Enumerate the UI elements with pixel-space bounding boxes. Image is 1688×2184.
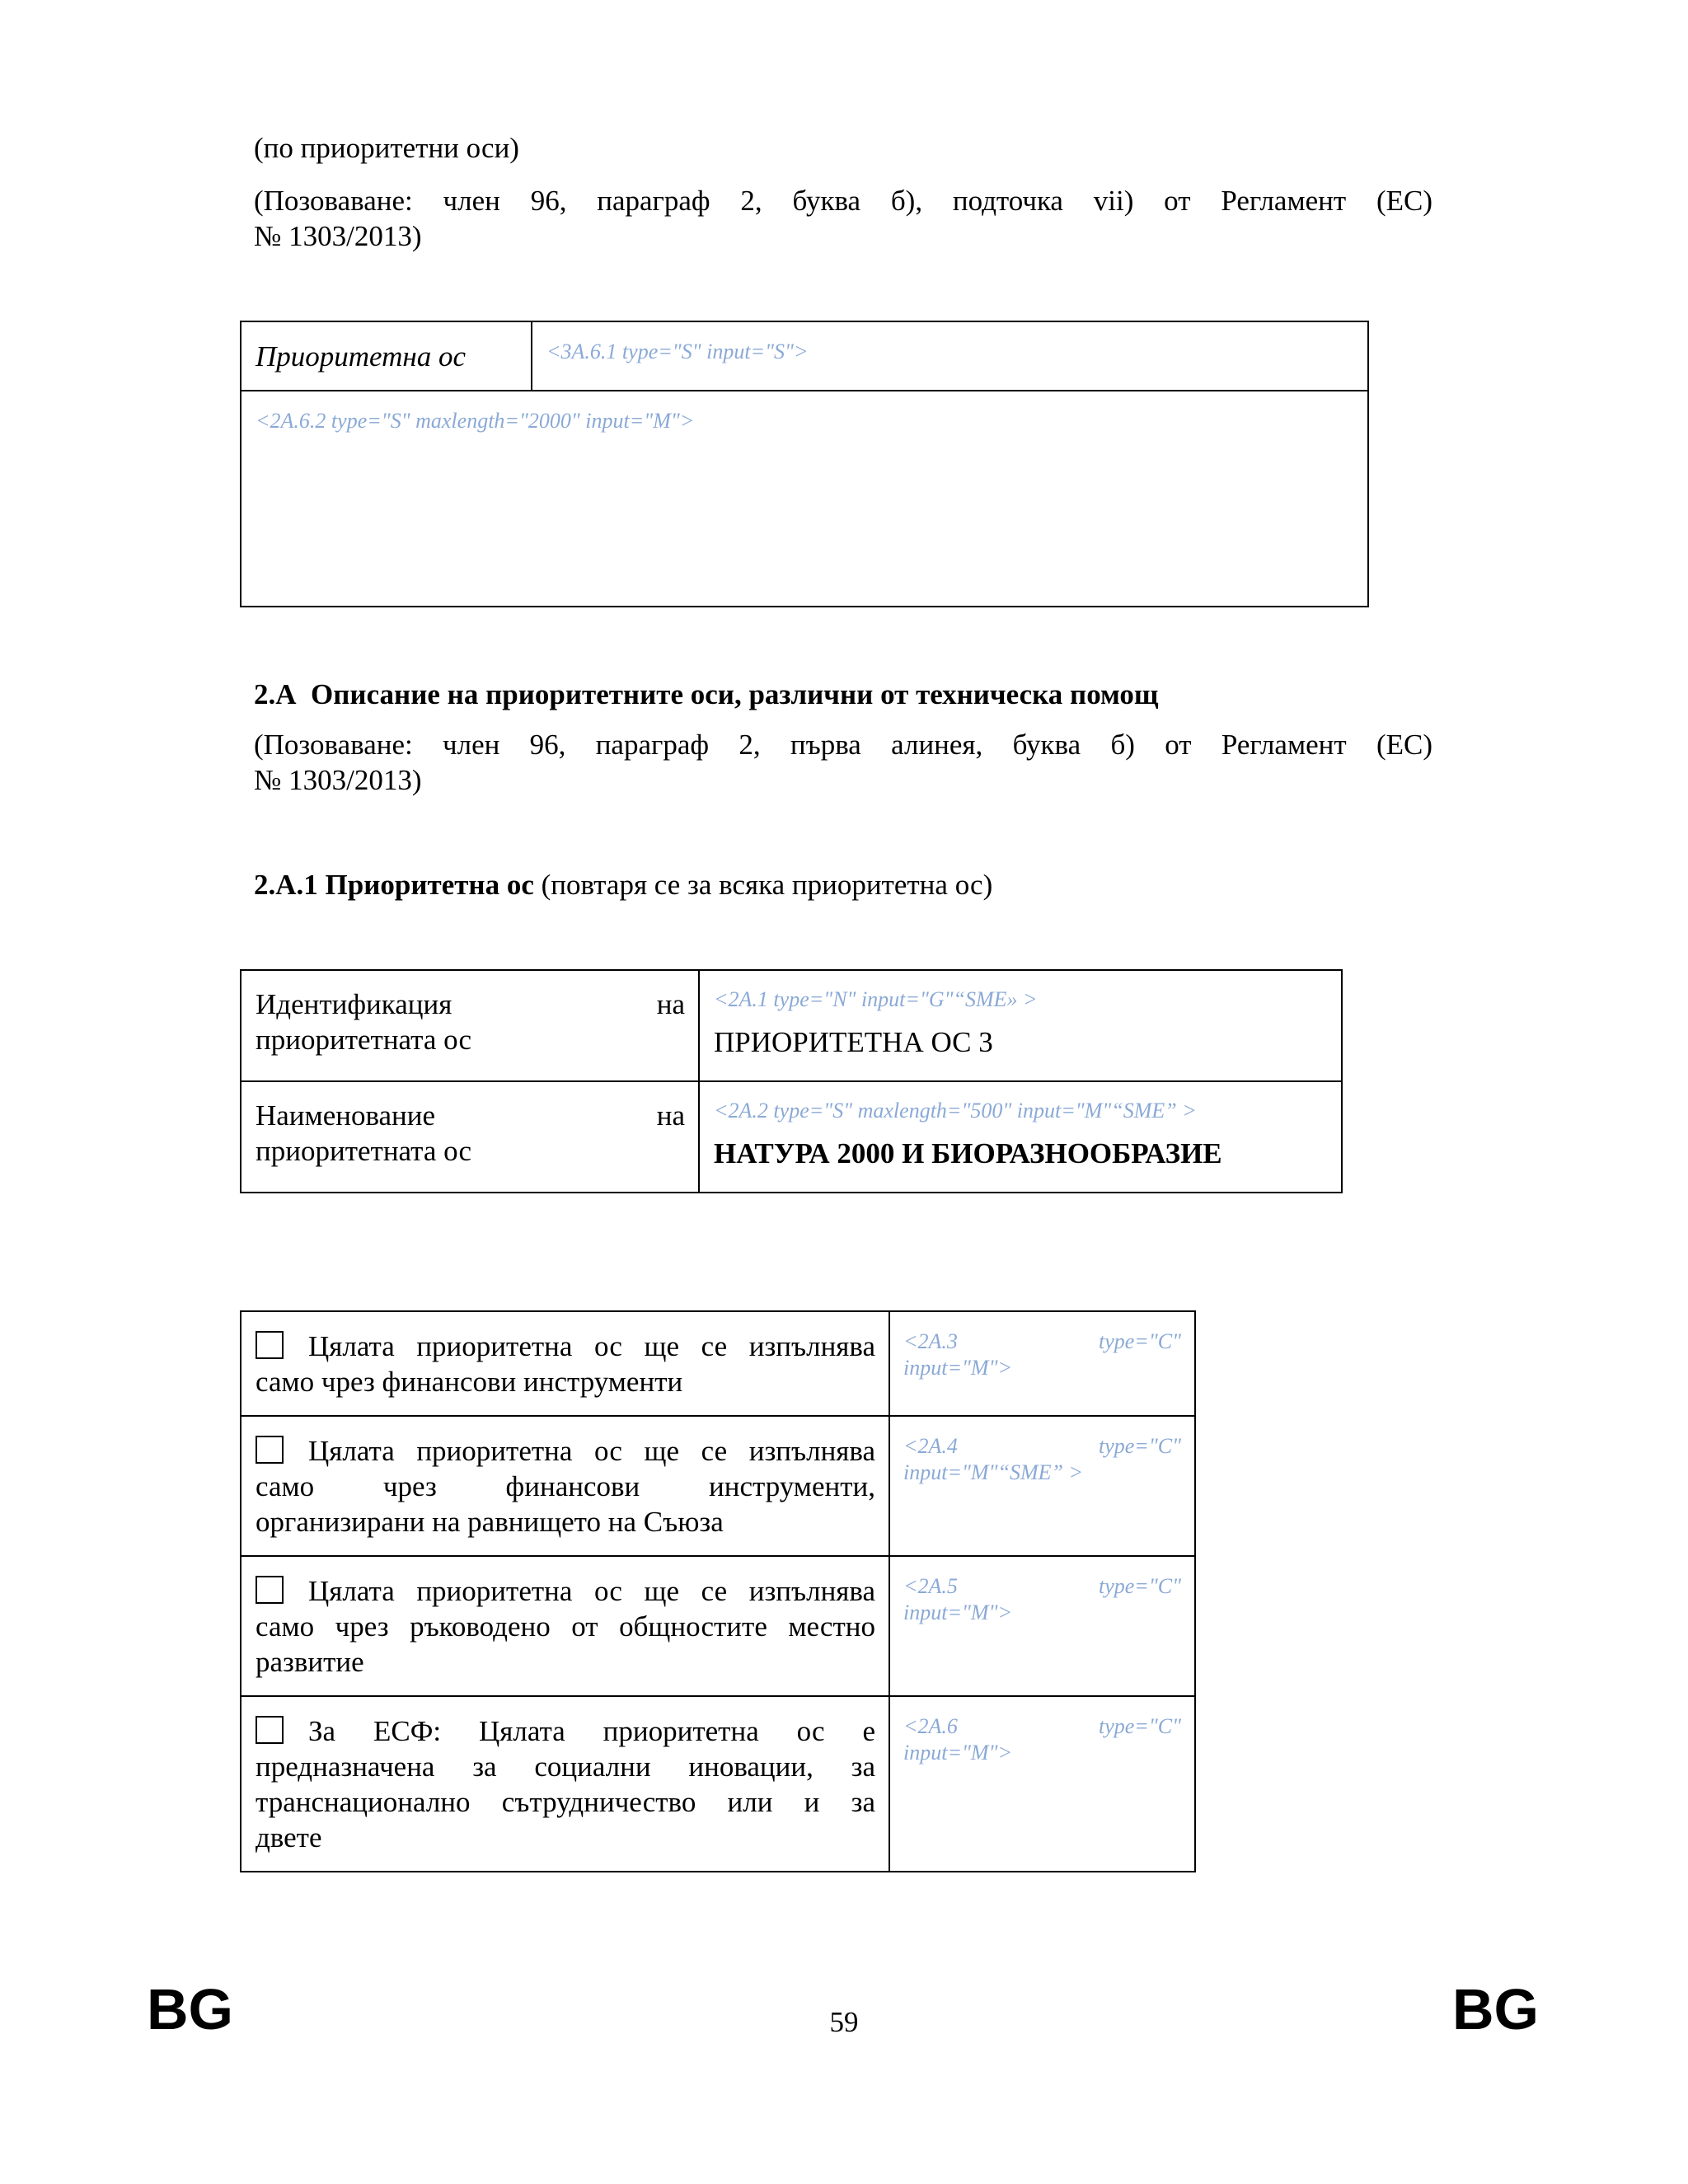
checkbox-option-4[interactable] (256, 1716, 284, 1744)
option-row-2 (241, 1416, 889, 1556)
priority-axis-table (240, 321, 1369, 607)
axis-name-value: НАТУРА 2000 И БИОРАЗНООБРАЗИЕ (714, 1137, 1222, 1169)
option-text-line: Цялата приоритетна ос ще се изпълнява (256, 1433, 875, 1469)
field-tag: input="M"> (903, 1601, 1013, 1624)
axis-id-label-line2: приоритетната ос (256, 1024, 472, 1056)
option-text-line: двете (256, 1821, 322, 1854)
footer-language-right: BG (1452, 1977, 1539, 2041)
page-number: 59 (829, 2006, 859, 2038)
option-tag-cell-4 (889, 1696, 1195, 1872)
intro-reference-line2: № 1303/2013) (254, 220, 422, 252)
axis-name-label-cell (241, 1081, 699, 1193)
section-2a1-heading (254, 867, 992, 902)
section-2a1-note: (повтаря се за всяка приоритетна ос) (541, 869, 993, 901)
option-text-line: предназначена за социални иновации, за (256, 1750, 875, 1783)
field-tag: <2A.6 type="C" (903, 1714, 1181, 1738)
axis-name-field[interactable] (699, 1081, 1342, 1193)
intro-reference-line1: (Позоваване: член 96, параграф 2, буква б), подточка vii) от Регламент (ЕС) (254, 185, 1432, 217)
field-tag: input="M"> (903, 1356, 1013, 1380)
axis-name-label-line2: приоритетната ос (256, 1135, 472, 1167)
section-2a-number: 2.A (254, 678, 297, 710)
option-text-line: само чрез финансови инструменти, (256, 1470, 875, 1502)
option-tag-cell-2 (889, 1416, 1195, 1556)
section-2a-title: Описание на приоритетните оси, различни от техническа помощ (311, 678, 1159, 710)
priority-axis-field[interactable] (532, 321, 1368, 391)
option-text-line: организирани на равнището на Съюза (256, 1506, 724, 1538)
checkbox-option-2[interactable] (256, 1436, 284, 1464)
section-2a-reference-line2: № 1303/2013) (254, 764, 422, 796)
intro-line: (по приоритетни оси) (254, 132, 519, 164)
checkbox-option-1[interactable] (256, 1331, 284, 1359)
section-2a-heading (254, 677, 1158, 712)
axis-id-value: ПРИОРИТЕТНА ОС 3 (714, 1026, 993, 1058)
priority-axis-label-cell (241, 321, 532, 391)
option-text-line: За ЕСФ: Цялата приоритетна ос е (256, 1713, 875, 1749)
axis-name-label-line1: Наименование на (256, 1099, 685, 1132)
option-tag-cell-1 (889, 1311, 1195, 1416)
priority-axis-description-field[interactable] (241, 391, 1368, 607)
option-row-3 (241, 1556, 889, 1696)
section-2a1-title: 2.A.1 Приоритетна ос (254, 869, 534, 901)
field-tag: <2A.5 type="C" (903, 1574, 1181, 1598)
priority-axis-label: Приоритетна ос (256, 340, 467, 373)
field-tag: <2A.6.2 type="S" maxlength="2000" input="M"> (256, 409, 695, 433)
axis-id-label-cell (241, 970, 699, 1081)
implementation-options-table (240, 1310, 1196, 1872)
axis-id-field[interactable] (699, 970, 1342, 1081)
section-2a-reference-line1: (Позоваване: член 96, параграф 2, първа алинея, буква б) от Регламент (ЕС) (254, 729, 1432, 761)
checkbox-option-3[interactable] (256, 1576, 284, 1604)
field-tag: <2A.4 type="C" (903, 1434, 1181, 1458)
field-tag: input="M"> (903, 1741, 1013, 1765)
field-tag: <3A.6.1 type="S" input="S"> (546, 340, 809, 363)
option-text-line: Цялата приоритетна ос ще се изпълнява (256, 1329, 875, 1364)
option-text-line: само чрез ръководено от общностите местно (256, 1610, 875, 1643)
field-tag: <2A.1 type="N" input="G"“SME» > (714, 987, 1038, 1011)
option-text-line: транснационално сътрудничество или и за (256, 1786, 875, 1818)
option-text-line: само чрез финансови инструменти (256, 1366, 683, 1398)
axis-id-label-line1: Идентификация на (256, 988, 685, 1020)
field-tag: input="M"“SME” > (903, 1460, 1083, 1484)
option-tag-cell-3 (889, 1556, 1195, 1696)
field-tag: <2A.3 type="C" (903, 1329, 1181, 1353)
option-text-line: развитие (256, 1646, 364, 1678)
footer-language-left: BG (147, 1977, 233, 2041)
option-row-1 (241, 1311, 889, 1416)
option-row-4 (241, 1696, 889, 1872)
axis-identification-table (240, 969, 1343, 1193)
option-text-line: Цялата приоритетна ос ще се изпълнява (256, 1573, 875, 1609)
field-tag: <2A.2 type="S" maxlength="500" input="M"“SME” > (714, 1099, 1197, 1122)
